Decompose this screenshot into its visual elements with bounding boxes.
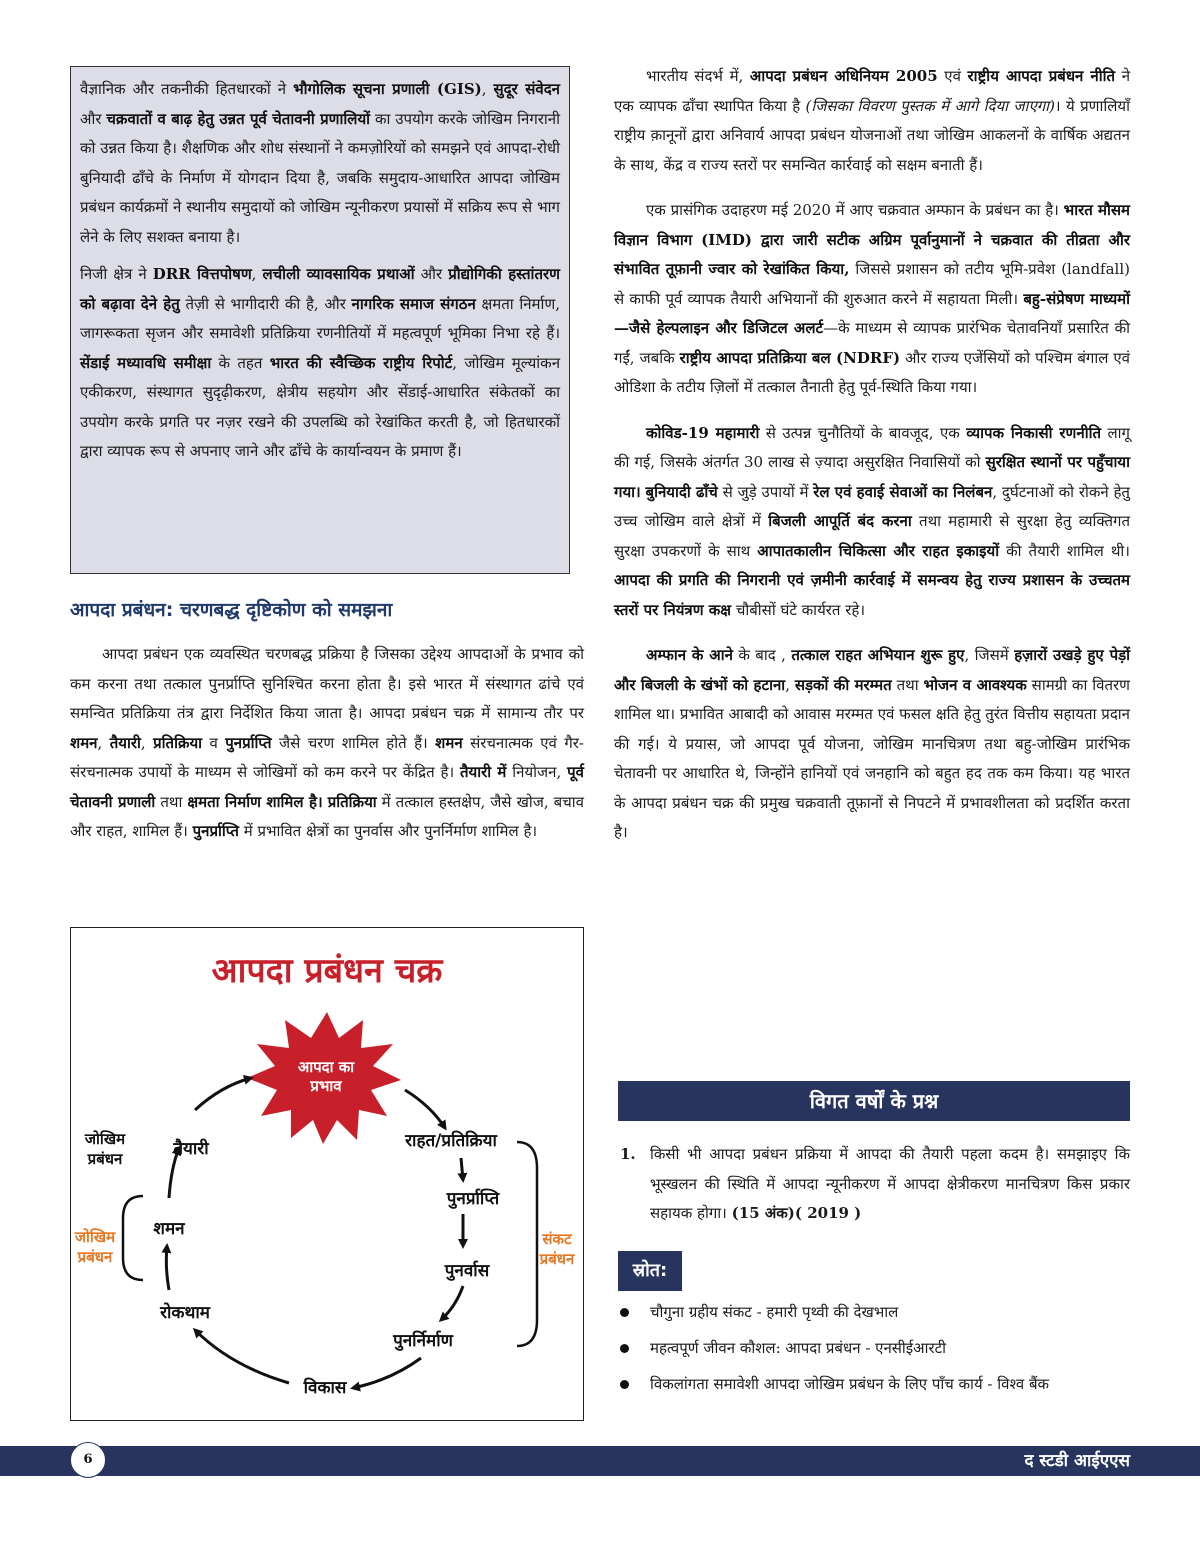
text-run: और — [414, 265, 449, 283]
text-run: तत्काल राहत अभियान शुरू हुए — [791, 646, 965, 664]
text-run: भारत मौसम विज्ञान विभाग (IMD) द्वारा जारी सटीक अग्रिम पूर्वानुमानों ने चक्रवात की तीव्रता और संभावित तूफ़ानी ज्वार को रेखांकित किया, — [614, 201, 1130, 278]
text-run: भारत की स्वैच्छिक राष्ट्रीय रिपोर्ट — [269, 353, 453, 372]
text-run: का उपयोग करके जोखिम निगरानी को उन्नत किया है। शैक्षणिक और शोध संस्थानों ने कमज़ोरियों को समझने एवं आपदा-रोधी बुनियादी ढाँचे के निर्माण में योगदान दिया है, जबकि समुदाय-आधारित आपदा जोखिम प्रबंधन कार्यक्रमों ने स्थानीय समुदायों को जोखिम न्यूनीकरण प्रयासों में सक्रिय रूप से भाग लेने के लिए सशक्त बनाया है। — [80, 109, 561, 246]
text-run: आपदा की प्रगति की निगरानी एवं ज़मीनी कार्रवाई में समन्वय हेतु राज्य प्रशासन के उच्चतम स्तरों पर नियंत्रण कक्ष — [614, 571, 1130, 619]
text-run: बुनियादी ढाँचे — [645, 482, 718, 501]
text-run: आपदा प्रबंधन अधिनियम 2005 — [749, 67, 938, 85]
text-run: में प्रभावित क्षेत्रों का पुनर्वास और पुनर्निर्माण शामिल है। — [238, 822, 538, 840]
text-run: और — [80, 109, 107, 128]
text-run: से उत्पन्न चुनौतियों के बावजूद, एक — [759, 423, 967, 442]
burst-label-line2: प्रभाव — [310, 1077, 342, 1095]
text-run: शमन — [70, 733, 98, 752]
risk-management-orange-line1: जोखिम — [74, 1228, 116, 1246]
text-run: लचीली व्यावसायिक प्रथाओं — [262, 265, 415, 283]
text-run: की तैयारी शामिल थी। — [999, 541, 1130, 560]
crisis-management-line2: प्रबंधन — [539, 1250, 575, 1268]
text-run: जैसे चरण शामिल होते हैं। — [271, 733, 436, 752]
text-run: पुनर्प्राप्ति — [192, 822, 239, 840]
text-run: किसी भी आपदा प्रबंधन प्रक्रिया में आपदा की तैयारी पहला कदम है। समझाइए कि भूस्खलन की स्थिति में आपदा न्यूनीकरण में आपदा क्षेत्रीकरण मानचित्रण किस प्रकार सहायक होगा। — [650, 1145, 1130, 1222]
text-run: —के माध्यम से व्यापक प्रारंभिक चेतावनियाँ प्रसारित की गईं, जबकि — [614, 319, 1130, 367]
text-run: , — [481, 80, 494, 98]
text-run: भौगोलिक सूचना प्रणाली (GIS) — [293, 80, 482, 98]
text-run: , — [785, 675, 795, 694]
text-run: प्रौद्योगिकी हस्तांतरण को बढ़ावा देने हेतु — [80, 265, 560, 313]
amphan-example-paragraph — [614, 196, 1130, 403]
text-run: चक्रवातों व बाढ़ हेतु उन्नत पूर्व चेतावनी प्रणालियों — [106, 109, 371, 128]
bullet-icon — [620, 1380, 629, 1389]
text-run: व्यापक निकासी रणनीति — [966, 423, 1102, 442]
stakeholders-paragraph-2 — [80, 260, 560, 467]
stage-recovery: पुनर्प्राप्ति — [446, 1189, 500, 1209]
cycle-svg — [71, 928, 582, 1419]
text-run: सामग्री का वितरण शामिल था। प्रभावित आबादी को आवास मरम्मत एवं फसल क्षति हेतु तुरंत वित्तीय सहायता प्रदान की गई। ये प्रयास, जो आपदा पूर्व योजना, जोखिम मानचित्रण तथा बहु-जोखिम प्रारंभिक चेतावनी पर आधारित थे, जिन्होंने हानियों एवं जनहानि को बहुत हद तक कम किया। यह भारत के आपदा प्रबंधन चक्र की प्रमुख चक्रवाती तूफ़ानों से निपटने में प्रभावशीलता को प्रदर्शित करता है। — [614, 675, 1130, 841]
burst-label-line1: आपदा का — [297, 1058, 355, 1076]
source-item — [618, 1366, 1138, 1402]
bullet-icon — [620, 1344, 629, 1353]
text-run: एवं — [937, 67, 968, 85]
text-run: तेज़ी से भागीदारी की है, और — [179, 294, 352, 313]
text-run: से जुड़े उपायों में — [717, 482, 814, 501]
pyq-question-1 — [618, 1140, 1130, 1229]
text-run: संरचनात्मक एवं गैर-संरचनात्मक उपायों के माध्यम से जोखिमों को कम करने पर केंद्रित है। — [70, 733, 584, 781]
text-run: में तत्काल हस्तक्षेप, जैसे खोज, बचाव और राहत, शामिल हैं। — [70, 792, 584, 840]
source-item-text: विकलांगता समावेशी आपदा जोखिम प्रबंधन के लिए पाँच कार्य - विश्व बैंक — [650, 1375, 1050, 1393]
text-run: प्रतिक्रिया — [327, 792, 377, 811]
text-run: के बाद , — [732, 646, 792, 664]
text-run: शमन — [435, 733, 463, 752]
text-run: लागू की गई, जिसके अंतर्गत 30 लाख से ज़्यादा असुरक्षित निवासियों को — [614, 423, 1130, 471]
sources-list — [618, 1294, 1138, 1402]
left-bracket — [123, 1196, 143, 1280]
text-run: ने एक व्यापक ढाँचा स्थापित किया है — [614, 67, 1131, 115]
stage-relief-response: राहत/प्रतिक्रिया — [405, 1131, 497, 1151]
stakeholders-paragraph-1 — [80, 75, 560, 252]
crisis-management-line1: संकट — [542, 1230, 572, 1248]
text-run: बहु-संप्रेषण माध्यमों—जैसे हेल्पलाइन और डिजिटल अलर्ट — [614, 289, 1131, 337]
page-number: 6 — [70, 1442, 106, 1478]
text-run: सेंडाई मध्यावधि समीक्षा — [80, 353, 212, 372]
text-run: हज़ारों उखड़े हुए पेड़ों और बिजली के खंभों को हटाना — [614, 646, 1131, 694]
post-amphan-relief-paragraph — [614, 641, 1130, 848]
stakeholders-box — [70, 66, 570, 574]
stage-prevention: रोकथाम — [160, 1303, 210, 1323]
legal-framework-paragraph — [614, 62, 1130, 180]
text-run: तथा महामारी से सुरक्षा हेतु व्यक्तिगत सुरक्षा उपकरणों के साथ — [614, 512, 1130, 560]
text-run: नियोजन, — [506, 763, 568, 781]
text-run: तथा — [891, 675, 924, 694]
text-run: । ये प्रणालियाँ राष्ट्रीय क़ानूनों द्वारा अनिवार्य आपदा प्रबंधन योजनाओं तथा जोखिम आकलनों के वार्षिक अद्यतन के साथ, केंद्र व राज्य स्तरों पर समन्वित कार्रवाई को सक्षम बनाती हैं। — [614, 96, 1130, 174]
text-run: , जिसमें — [964, 646, 1015, 664]
text-run: (15 अंक)( 2019 ) — [731, 1204, 862, 1222]
stage-mitigation: शमन — [153, 1219, 185, 1239]
phased-approach-paragraph — [70, 640, 584, 847]
text-run: वैज्ञानिक और तकनीकी हितधारकों ने — [80, 80, 294, 98]
text-run: , दुर्घटनाओं को रोकने हेतु उच्च जोखिम वाले क्षेत्रों में — [614, 482, 1130, 530]
source-item-text: चौगुना ग्रहीय संकट - हमारी पृथ्वी की देखभाल — [650, 1303, 899, 1321]
text-run: DRR वित्तपोषण — [152, 265, 252, 283]
text-run: भोजन व आवश्यक — [923, 675, 1027, 694]
covid-evacuation-paragraph — [614, 419, 1130, 626]
question-number: 1. — [620, 1145, 636, 1163]
text-run: आपदा प्रबंधन एक व्यवस्थित चरणबद्ध प्रक्रिया है जिसका उद्देश्य आपदाओं के प्रभाव को कम करना तथा तत्काल पुनर्प्राप्ति सुनिश्चित करना होता है। इसे भारत में संस्थागत ढांचे एवं समन्वित प्रतिक्रिया तंत्र द्वारा निर्देशित किया जाता है। आपदा प्रबंधन चक्र में सामान्य तौर पर — [70, 645, 584, 722]
text-run: जिससे प्रशासन को तटीय भूमि-प्रवेश (landfall) से काफी पूर्व व्यापक तैयारी अभियानों की शुरुआत करने में सहायता मिली। — [614, 260, 1130, 308]
text-run: और राज्य एजेंसियों को पश्चिम बंगाल एवं ओडिशा के तटीय ज़िलों में तत्काल तैनाती हेतु पूर्व-स्थिति किया गया। — [614, 348, 1130, 396]
text-run: तैयारी — [109, 733, 141, 752]
right-column-text — [614, 62, 1130, 864]
footer-brand: द स्टडी आईएएस — [1024, 1451, 1130, 1471]
stage-rehabilitation: पुनर्वास — [444, 1261, 490, 1281]
text-run: पूर्व चेतावनी प्रणाली — [70, 763, 584, 811]
bullet-icon — [620, 1308, 629, 1317]
text-run: भारतीय संदर्भ में, — [646, 67, 750, 85]
right-bracket — [517, 1142, 537, 1346]
text-run: तैयारी में — [459, 763, 507, 781]
disaster-management-cycle-diagram — [70, 927, 584, 1421]
text-run: निजी क्षेत्र ने — [80, 265, 153, 283]
text-run: पुनर्प्राप्ति — [225, 733, 272, 752]
footer-bar — [0, 1446, 1200, 1476]
text-run: क्षमता निर्माण, जागरूकता सृजन और समावेशी प्रतिक्रिया रणनीतियों में महत्वपूर्ण भूमिका निभा रहे हैं। — [80, 294, 560, 342]
source-item — [618, 1294, 1138, 1330]
risk-management-label-line1: जोखिम — [84, 1130, 126, 1148]
text-run: सुदूर संवेदन — [493, 80, 560, 98]
source-item-text: महत्वपूर्ण जीवन कौशल: आपदा प्रबंधन - एनसीईआरटी — [650, 1339, 947, 1357]
text-run: , — [251, 265, 263, 283]
sources-heading: स्रोत: — [618, 1251, 682, 1291]
text-run: रेल एवं हवाई सेवाओं का निलंबन — [813, 482, 993, 501]
text-run: व — [202, 733, 226, 752]
text-run: एक प्रासंगिक उदाहरण मई 2020 में आए चक्रवात अम्फान के प्रबंधन का है। — [646, 201, 1064, 219]
text-run: प्रतिक्रिया — [153, 733, 203, 752]
question-text — [650, 1140, 1130, 1229]
text-run: क्षमता निर्माण शामिल है। — [187, 792, 323, 811]
text-run: राष्ट्रीय आपदा प्रतिक्रिया बल (NDRF) — [679, 348, 901, 367]
stage-development: विकास — [303, 1378, 347, 1398]
text-run: , जोखिम मूल्यांकन एकीकरण, संस्थागत सुदृढ़ीकरण, क्षेत्रीय सहयोग और सेंडाई-आधारित संकेतकों का उपयोग करके प्रगति पर नज़र रखने की उपलब्धि को रेखांकित करती है, जो हितधारकों द्वारा व्यापक रूप से अपनाए जाने और ढाँचे के कार्यान्वयन के प्रमाण हैं। — [80, 353, 561, 460]
text-run: (जिसका विवरण पुस्तक में आगे दिया जाएगा) — [805, 96, 1055, 115]
phased-approach-text — [70, 640, 584, 847]
text-run: नागरिक समाज संगठन — [351, 294, 476, 313]
text-run: तथा — [155, 792, 188, 811]
text-run: , — [140, 733, 154, 752]
stage-reconstruction: पुनर्निर्माण — [393, 1331, 453, 1351]
text-run: राष्ट्रीय आपदा प्रबंधन नीति — [967, 67, 1116, 85]
text-run: सड़कों की मरम्मत — [794, 675, 892, 694]
previous-year-questions-heading: विगत वर्षों के प्रश्न — [618, 1081, 1130, 1121]
stage-preparedness: तैयारी — [173, 1139, 209, 1159]
text-run: सुरक्षित स्थानों पर पहुँचाया गया। — [614, 453, 1130, 501]
text-run: , — [97, 733, 110, 752]
text-run: के तहत — [211, 353, 270, 372]
risk-management-label-line2: प्रबंधन — [87, 1150, 123, 1168]
risk-management-orange-line2: प्रबंधन — [77, 1248, 113, 1266]
source-item — [618, 1330, 1138, 1366]
text-run: कोविड-19 महामारी — [646, 423, 760, 442]
section-heading: आपदा प्रबंधन: चरणबद्ध दृष्टिकोण को समझना — [70, 599, 393, 621]
text-run: अम्फान के आने — [646, 646, 733, 664]
diagram-title: आपदा प्रबंधन चक्र — [211, 951, 443, 991]
text-run: चौबीसों घंटे कार्यरत रहे। — [731, 600, 866, 619]
text-run: आपातकालीन चिकित्सा और राहत इकाइयों — [757, 541, 1000, 560]
text-run: बिजली आपूर्ति बंद करना — [768, 512, 912, 530]
